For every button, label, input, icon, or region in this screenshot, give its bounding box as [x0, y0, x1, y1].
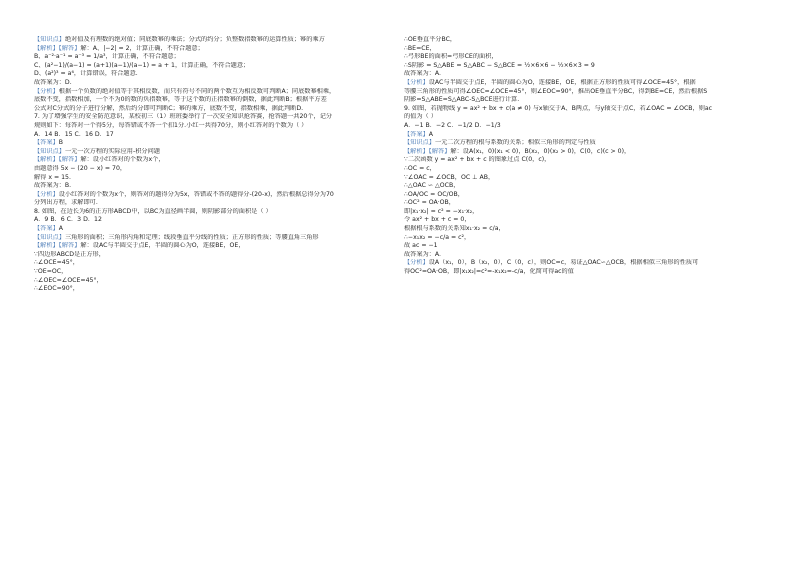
section-tag: 【答案】 — [404, 130, 429, 138]
section-tag: 【解析】【解答】 — [404, 147, 451, 155]
text-line: 故 ac = −1 — [404, 242, 438, 250]
text-line: 故答案为：D. — [34, 78, 72, 86]
section-tag: 【答案】 — [34, 139, 59, 147]
text-line: 【知识点】三角形的面积；三角形内角和定理；线段垂直平分线的性质；正方形的性质；等腰直角三角形 — [34, 233, 319, 241]
text-line: 【知识点】一元二次方程的根与系数的关系；相似三角形的判定与性质 — [404, 139, 596, 147]
text-line: 【分析】设A（x₁，0），B（x₂，0），C（0，c），则OC=c，易证△OAC∽△OCB，根据相似三角形的性质可 — [404, 259, 699, 267]
text-line: 规则如下：每答对一个得5分，每答错或不答一个扣1分.小红一共得70分，则小红答对的个数为（ ） — [34, 121, 308, 129]
text-line: ∴弓形BE的面积=弓形CE的面积， — [404, 53, 498, 61]
text-line: 【解析】【解答】解：A、|−2| = 2，计算正确，不符合题意； — [34, 44, 204, 52]
section-tag: 【解析】【解答】 — [34, 242, 81, 250]
section-tag: 【分析】 — [404, 259, 429, 267]
text-line: ∴S阴影 = S△ABE = S△ABC − S△BCE = ½×6×6 − ½×6×3 = 9 — [404, 61, 595, 69]
section-tag: 【解析】【解答】 — [34, 156, 81, 164]
text-line: 故答案为：A. — [404, 70, 442, 78]
text-line: ∴OA/OC = OC/OB， — [404, 190, 464, 198]
text-line: B、a⁻²·a⁻¹ = a⁻³ = 1/a³，计算正确，不符合题意； — [34, 53, 180, 61]
section-tag: 【知识点】 — [34, 147, 65, 155]
text-line: 【分析】根据一个负数的绝对值等于其相反数，而只有符号不同的两个数互为相反数可判断A；同底数幂相乘， — [34, 87, 336, 95]
text-line: 即|x₁·x₂| = c² = −x₁·x₂， — [404, 207, 479, 215]
text-line: 【分析】设小红答对的个数为x个，则答对的题得分为5x，答错或不答的题得分-(20-x)，然后根据总得分为70 — [34, 190, 334, 198]
text-line: 【解析】【解答】解：设A(x₁，0)(x₁ < 0)，B(x₂，0)(x₂ > 0)，C(0，c)(c > 0)， — [404, 147, 631, 155]
text-line: 令 ax² + bx + c = 0， — [404, 216, 471, 224]
section-tag: 【知识点】 — [34, 233, 65, 241]
text-line: 阴影=S△ABE=S△ABC-S△BCE进行计算. — [404, 96, 520, 104]
section-tag: 【分析】 — [34, 190, 59, 198]
section-tag: 【解析】【解答】 — [34, 44, 81, 52]
text-line: ∴OC² = OA·OB， — [404, 199, 455, 207]
text-line: 由题意得 5x − (20 − x) = 70， — [34, 164, 127, 172]
section-tag: 【知识点】 — [404, 139, 435, 147]
section-tag: 【分析】 — [404, 78, 429, 86]
text-line: 【分析】设AC与半圆交于点E，半圆的圆心为O，连接BE，OE，根据正方形的性质可得∠OCE=45°，根据 — [404, 78, 696, 86]
text-line: ∴OE垂直平分BC， — [404, 36, 457, 43]
text-line: 【知识点】一元一次方程的实际应用-积分问题 — [34, 147, 160, 155]
text-line: ∵二次函数 y = ax² + bx + c 的图象过点 C(0，c)， — [404, 156, 551, 164]
text-line: ∵OE=OC， — [34, 268, 68, 276]
text-line: 根据根与系数的关系知x₁·x₂ = c/a， — [404, 225, 505, 233]
text-line: 公式对C分式的分子进行分解，然后约分即可判断C；幂的乘方，底数不变，指数相乘，据此判断D. — [34, 104, 304, 112]
text-line: C、(a²−1)/(a−1) = (a+1)(a−1)/(a−1) = a + 1，计算正确，不符合题意； — [34, 61, 250, 69]
text-line: ∴∠EOC=90°， — [34, 285, 79, 293]
section-tag: 【分析】 — [34, 87, 59, 95]
text-line: ∴△OAC ∽ △OCB， — [404, 182, 460, 190]
text-line: 【解析】【解答】解：设小红答对的个数为x个， — [34, 156, 165, 164]
text-line: 底数不变，指数相加，一个不为0的数的负指数幂，等于这个数的正指数幂的倒数，据此判断B；根据平方差 — [34, 96, 327, 104]
section-tag: 【答案】 — [34, 225, 59, 233]
text-line: ∴BE=CE， — [404, 44, 436, 52]
text-line: 7. 为了增强学生的安全防范意识，某校初三（1）班班委举行了一次安全知识抢答赛，抢答题一共20个，记分 — [34, 113, 333, 121]
text-line: 【知识点】绝对值及有理数的绝对值；同底数幂的乘法；分式的约分；负整数指数幂的运算性质；幂的乘方 — [34, 36, 325, 43]
text-line: ∴−x₁x₂ = −c/a = c²， — [404, 233, 471, 241]
text-line: A．−1 B．−2 C．−1/2 D．−1/3 — [404, 121, 501, 129]
text-line: 【答案】B — [34, 139, 63, 147]
text-line: 9. 如图，若抛物线 y = ax² + bx + c(a ≠ 0) 与x轴交于A、B两点，与y轴交于点C，若∠OAC = ∠OCB，则ac — [404, 104, 713, 112]
text-line: D、(a²)³ = a⁶，计算错误，符合题意. — [34, 70, 138, 78]
text-line: 故答案为：B. — [34, 182, 72, 190]
text-line: ∴OC = c， — [404, 164, 436, 172]
text-line: 得OC²=OA·OB，即|x₁x₂|=c²=-x₁x₂=-c/a，化简可得ac的值 — [404, 268, 574, 276]
text-line: 故答案为：A. — [404, 250, 442, 258]
text-line: 的值为（ ） — [404, 113, 437, 121]
text-line: ∵∠OAC = ∠OCB，OC ⊥ AB， — [404, 173, 495, 181]
text-line: A．9 B．6 C．3 D．12 — [34, 216, 102, 224]
text-line: 等腰三角形的性质可得∠OEC=∠OCE=45°，则∠EOC=90°，推出OE垂直平分BC，得到BE=CE，然后根据S — [404, 87, 708, 95]
left-column — [34, 36, 386, 294]
text-line: ∵四边形ABCD是正方形， — [34, 250, 105, 258]
text-line: 解得 x = 15. — [34, 173, 71, 181]
text-line: 【解析】【解答】解：设AC与半圆交于点E，半圆的圆心为O，连接BE，OE， — [34, 242, 245, 250]
section-tag: 【知识点】 — [34, 36, 65, 43]
text-line: ∴∠OEC=∠OCE=45°， — [34, 276, 103, 284]
text-line: 【答案】A — [404, 130, 433, 138]
text-line: 【答案】A — [34, 225, 63, 233]
text-line: 分列出方程，求解即可. — [34, 199, 98, 207]
text-line: A．14 B．15 C．16 D．17 — [34, 130, 114, 138]
text-line: ∴∠OCE=45°， — [34, 259, 79, 267]
text-line: 8. 如图，在边长为6的正方形ABCD中，以BC为直径画半圆，则阴影部分的面积是（ ） — [34, 207, 272, 215]
right-column — [404, 36, 766, 277]
